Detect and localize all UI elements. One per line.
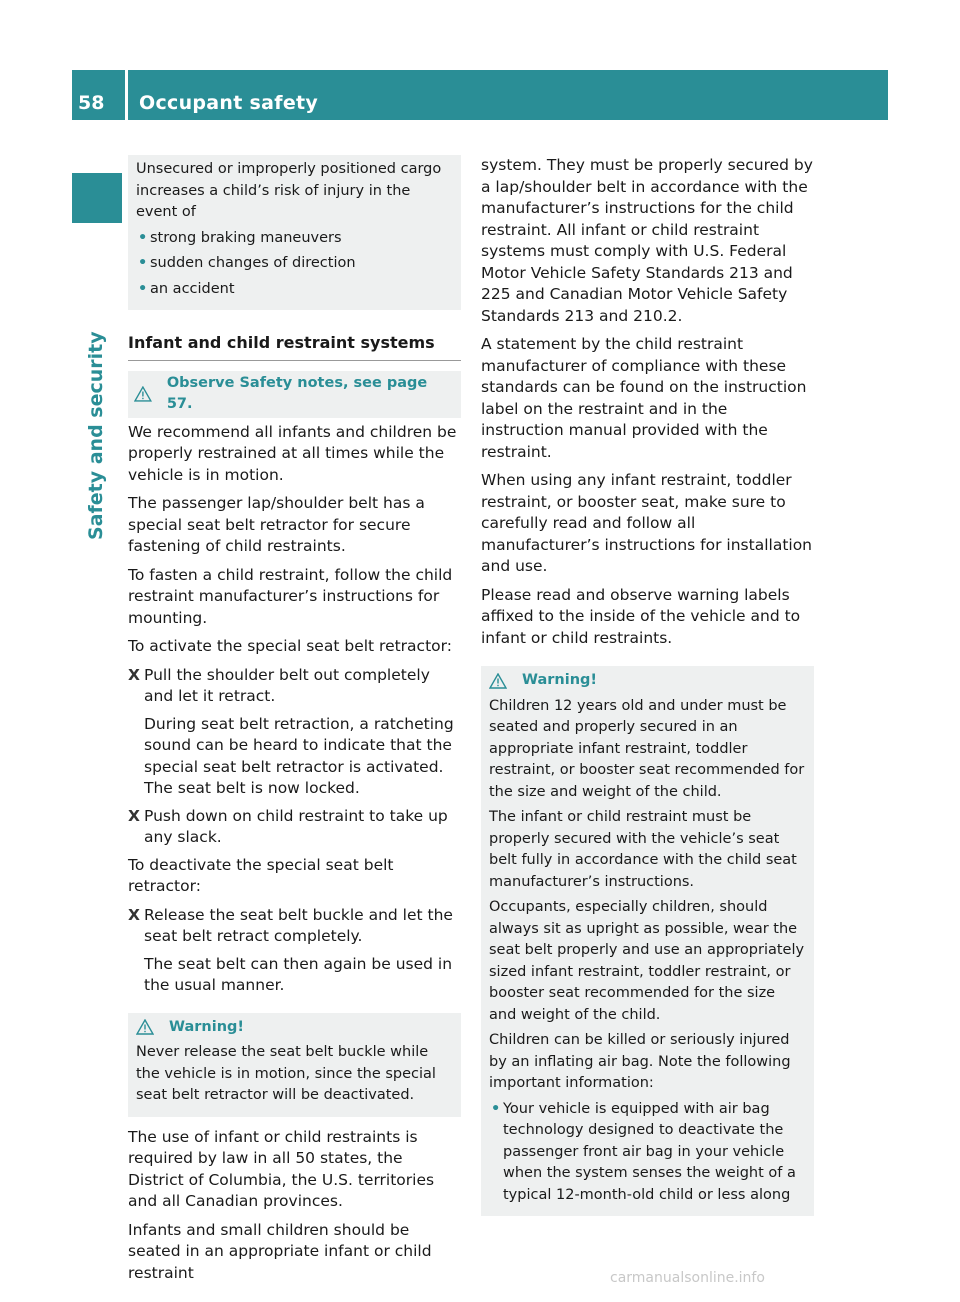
right-column	[481, 155, 814, 1216]
section-heading: Infant and child restraint systems	[128, 332, 461, 361]
paragraph: When using any infant restraint, toddler restraint, or booster seat, make sure to carefully read and follow all manufacturer’s instructions for installation and use.	[481, 471, 813, 575]
step-arrow-icon: X	[128, 905, 140, 924]
warning-text: Never release the seat belt buckle while the vehicle is in motion, since the special seat belt retractor will be deactivated.	[136, 1044, 436, 1103]
page-number: 58	[78, 92, 105, 114]
step-item	[128, 905, 461, 948]
spacer	[128, 1117, 461, 1127]
paragraph: To activate the special seat belt retractor:	[128, 637, 452, 655]
warning-title-text: Warning!	[169, 1018, 245, 1035]
step-item	[128, 665, 461, 708]
list-item: • strong braking maneuvers	[136, 228, 453, 250]
cargo-warning-box	[128, 155, 461, 310]
step-item	[128, 806, 461, 849]
cargo-intro: Unsecured or improperly positioned cargo increases a child’s risk of injury in the event of	[136, 161, 442, 220]
step-arrow-icon: X	[128, 806, 140, 825]
warning-triangle-icon	[489, 673, 507, 689]
page-title: Occupant safety	[139, 92, 319, 114]
warning-title	[136, 1017, 453, 1039]
spacer	[481, 656, 814, 666]
warning-text: The infant or child restraint must be properly secured with the vehicle’s seat belt fully in accordance with the child seat manufacturer’s instructions.	[489, 809, 797, 890]
side-tab-label: Safety and security	[85, 331, 107, 540]
paragraph: The passenger lap/shoulder belt has a special seat belt retractor for secure fastening of child restraints.	[128, 494, 425, 555]
paragraph: To deactivate the special seat belt retractor:	[128, 855, 394, 895]
step-text: Release the seat belt buckle and let the seat belt retract completely.	[144, 905, 453, 945]
warning-triangle-icon	[134, 386, 152, 402]
step-result: The seat belt can then again be used in the usual manner.	[144, 954, 453, 994]
warning-list	[489, 1099, 806, 1207]
paragraph: The use of infant or child restraints is required by law in all 50 states, the District of Columbia, the U.S. territories and all Canadian provinces.	[128, 1127, 435, 1210]
paragraph: We recommend all infants and children be properly restrained at all times while the vehicle is in motion.	[128, 422, 457, 484]
spacer	[128, 1003, 461, 1013]
list-item: • an accident	[136, 279, 453, 301]
paragraph: Please read and observe warning labels affixed to the inside of the vehicle and to infant or child restraints.	[481, 585, 801, 647]
warning-text: Children can be killed or seriously injured by an inflating air bag. Note the following important information:	[489, 1032, 791, 1091]
warning-box	[128, 1013, 461, 1117]
step-text: Push down on child restraint to take up any slack.	[144, 806, 448, 846]
step-arrow-icon: X	[128, 665, 140, 684]
header-divider	[125, 70, 128, 120]
paragraph: To fasten a child restraint, follow the child restraint manufacturer’s instructions for mounting.	[128, 565, 453, 627]
warning-title	[489, 670, 806, 692]
list-item: • sudden changes of direction	[136, 253, 453, 275]
paragraph: A statement by the child restraint manufacturer of compliance with these standards can be found on the instruction label on the restraint and in the instruction manual provided with the restraint.	[481, 335, 807, 461]
list-item: • Your vehicle is equipped with air bag technology designed to deactivate the passenger front air bag in your vehicle when the system senses the weight of a typical 12-month-old child or less along	[489, 1099, 806, 1207]
left-column	[128, 155, 461, 1291]
side-tab-marker	[72, 173, 122, 223]
warning-text: Children 12 years old and under must be seated and properly secured in an appropriate infant restraint, toddler restraint, or booster seat recommended for the size and weight of the child.	[489, 697, 805, 800]
observe-note	[128, 371, 461, 418]
warning-triangle-icon	[136, 1019, 154, 1035]
paragraph: Infants and small children should be seated in an appropriate infant or child restraint	[128, 1220, 432, 1282]
cargo-list	[136, 228, 453, 301]
warning-text: Occupants, especially children, should always sit as upright as possible, wear the seat belt properly and use an appropriately sized infant restraint, toddler restraint, or booster seat recommended for the size and weight of the child.	[489, 899, 805, 1023]
watermark: carmanualsonline.info	[610, 1270, 765, 1286]
step-result: During seat belt retraction, a ratcheting sound can be heard to indicate that the special seat belt retractor is activated. The seat belt is now locked.	[144, 714, 454, 797]
warning-box	[481, 666, 814, 1216]
paragraph: system. They must be properly secured by a lap/shoulder belt in accordance with the manufacturer’s instructions for the child restraint. All infant or child restraint systems must comply with U.S. Federal Motor Vehicle Safety Standards 213 and 225 and Canadian Motor Vehicle Safety Standards 213 and 210.2.	[481, 156, 813, 325]
step-text: Pull the shoulder belt out completely and let it retract.	[144, 665, 430, 705]
observe-note-text: Observe Safety notes, see page 57.	[166, 374, 428, 412]
warning-title-text: Warning!	[522, 672, 598, 688]
